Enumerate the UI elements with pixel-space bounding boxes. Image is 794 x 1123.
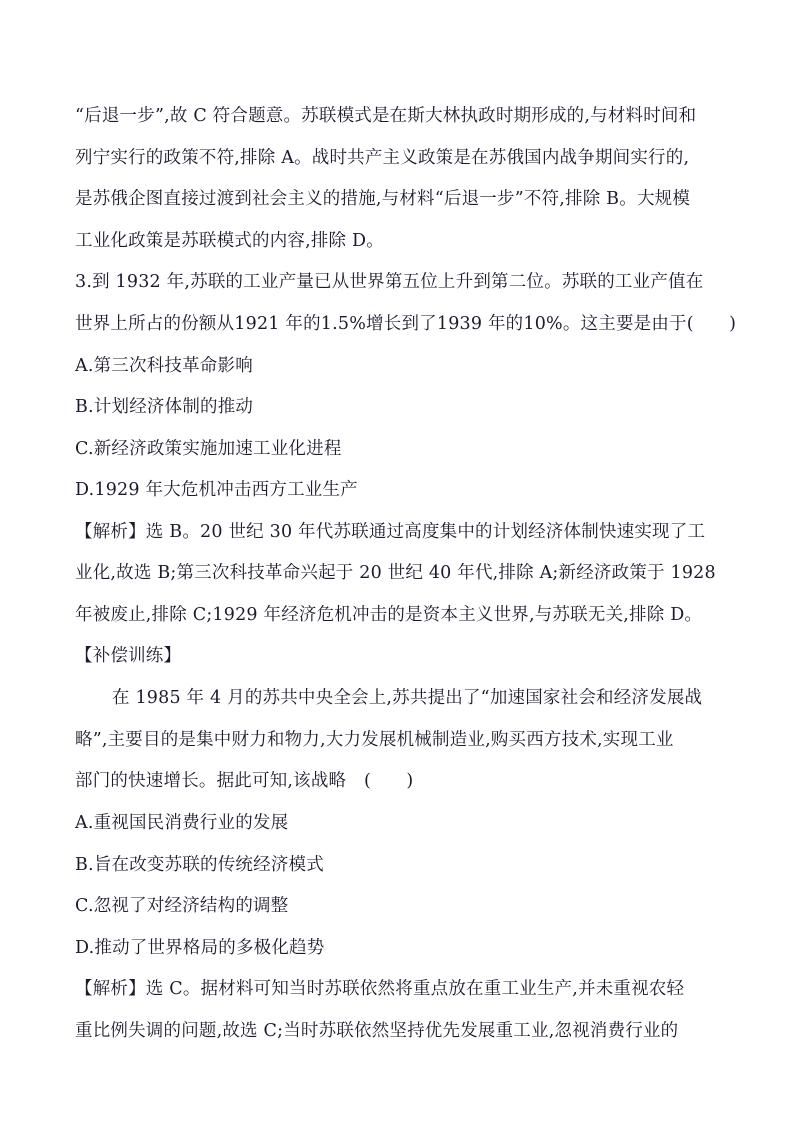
supplement-stem: 略”,主要目的是集中财力和物力,大力发展机械制造业,购买西方技术,实现工业 — [75, 730, 674, 750]
question-3-option-b: B.计划经济体制的推动 — [75, 397, 254, 417]
question-3-stem: 3.到 1932 年,苏联的工业产量已从世界第五位上升到第二位。苏联的工业产值在 — [75, 272, 704, 292]
supplement-analysis: 【解析】选 C。据材料可知当时苏联依然将重点放在重工业生产,并未重视农轻 — [75, 979, 685, 999]
analysis-continuation-line: “后退一步”,故 C 符合题意。苏联模式是在斯大林执政时期形成的,与材料时间和 — [75, 106, 697, 126]
question-3-stem: 世界上所占的份额从1921 年的1.5%增长到了1939 年的10%。这主要是由于( ) — [75, 314, 737, 334]
question-3-analysis: 业化,故选 B;第三次科技革命兴起于 20 世纪 40 年代,排除 A;新经济政策于 1928 — [75, 563, 716, 583]
supplement-option-a: A.重视国民消费行业的发展 — [75, 813, 289, 833]
supplement-analysis: 重比例失调的问题,故选 C;当时苏联依然坚持优先发展重工业,忽视消费行业的 — [75, 1021, 679, 1041]
supplement-option-b: B.旨在改变苏联的传统经济模式 — [75, 855, 324, 875]
analysis-continuation-line: 工业化政策是苏联模式的内容,排除 D。 — [75, 231, 384, 251]
question-3-option-c: C.新经济政策实施加速工业化进程 — [75, 439, 342, 459]
question-3-analysis: 年被废止,排除 C;1929 年经济危机冲击的是资本主义世界,与苏联无关,排除 D。 — [75, 605, 703, 625]
supplement-stem: 部门的快速增长。据此可知,该战略 ( ) — [75, 771, 414, 791]
supplement-option-d: D.推动了世界格局的多极化趋势 — [75, 938, 325, 958]
question-3-analysis: 【解析】选 B。20 世纪 30 年代苏联通过高度集中的计划经济体制快速实现了工 — [75, 522, 706, 542]
supplement-option-c: C.忽视了对经济结构的调整 — [75, 896, 289, 916]
supplement-stem: 在 1985 年 4 月的苏共中央全会上,苏共提出了“加速国家社会和经济发展战 — [112, 688, 703, 708]
supplement-heading: 【补偿训练】 — [75, 646, 182, 666]
question-3-option-a: A.第三次科技革命影响 — [75, 356, 253, 376]
analysis-continuation-line: 是苏俄企图直接过渡到社会主义的措施,与材料“后退一步”不符,排除 B。大规模 — [75, 189, 691, 209]
analysis-continuation-line: 列宁实行的政策不符,排除 A。战时共产主义政策是在苏俄国内战争期间实行的, — [75, 148, 690, 168]
question-3-option-d: D.1929 年大危机冲击西方工业生产 — [75, 480, 358, 500]
